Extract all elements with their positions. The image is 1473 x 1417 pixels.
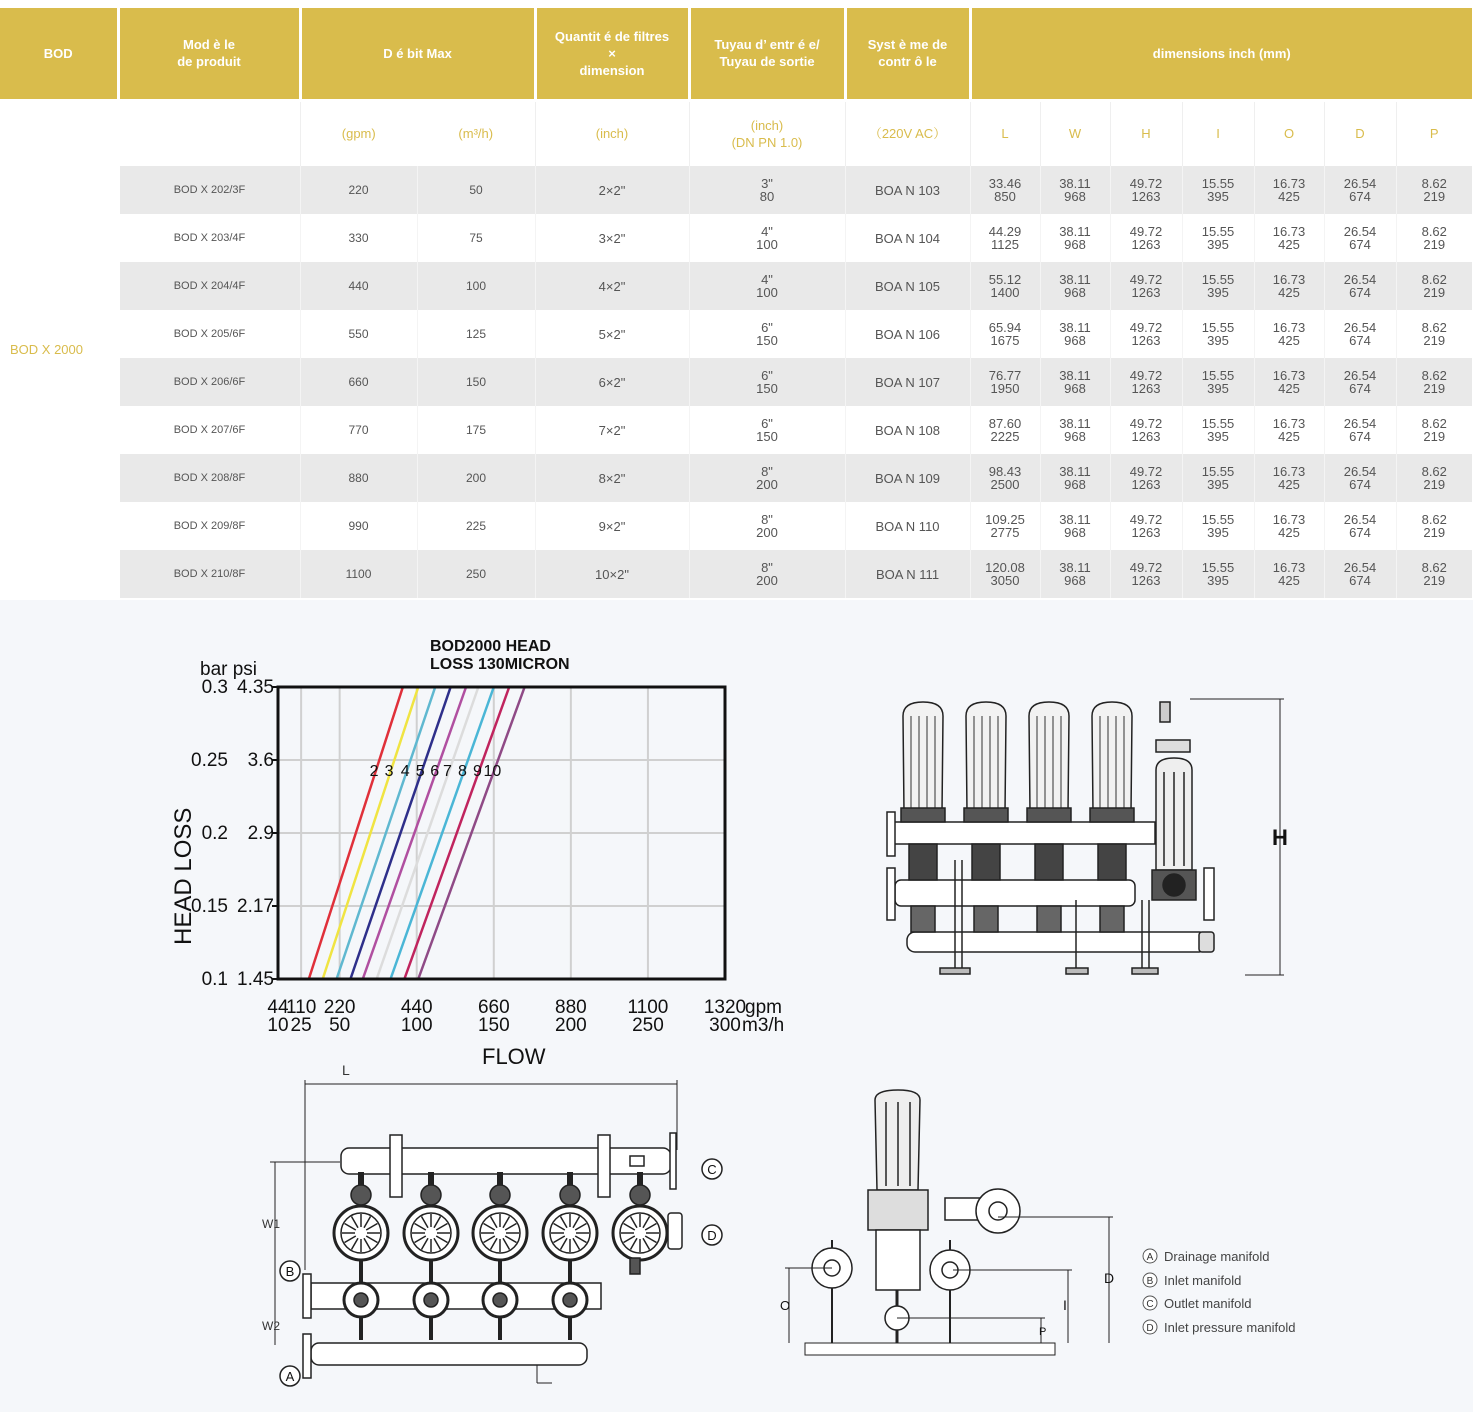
cell-I: 15.55 395 bbox=[1182, 550, 1254, 598]
valve-core bbox=[424, 1293, 438, 1307]
cell-P: 8.62 219 bbox=[1396, 502, 1472, 550]
table-row bbox=[0, 454, 1472, 502]
filter-discs bbox=[334, 1172, 667, 1340]
cell-L: 120.08 3050 bbox=[970, 550, 1040, 598]
cell-W: 38.11 968 bbox=[1040, 406, 1110, 454]
cell-L: 109.25 2775 bbox=[970, 502, 1040, 550]
cell-D: 26.54 674 bbox=[1324, 166, 1396, 214]
cell-W: 38.11 968 bbox=[1040, 262, 1110, 310]
cell-L: 87.60 2225 bbox=[970, 406, 1040, 454]
cell-W: 38.11 968 bbox=[1040, 214, 1110, 262]
series-label-7: 7 bbox=[443, 763, 452, 780]
foot-plate bbox=[1066, 968, 1088, 974]
cell-gpm: 440 bbox=[300, 262, 417, 310]
cell-O: 16.73 425 bbox=[1254, 454, 1324, 502]
y-tick-bar: 0.2 bbox=[201, 823, 228, 844]
cell-D: 26.54 674 bbox=[1324, 550, 1396, 598]
cell-control: BOA N 108 bbox=[845, 406, 970, 454]
cell-gpm: 330 bbox=[300, 214, 417, 262]
x-axis-label: FLOW bbox=[482, 1044, 546, 1069]
cell-H: 49.72 1263 bbox=[1110, 550, 1182, 598]
header-pipe: Tuyau d’ entr é e/ Tuyau de sortie bbox=[689, 8, 845, 100]
table-row bbox=[0, 550, 1472, 598]
filter-housing bbox=[1092, 702, 1132, 812]
filter-housing bbox=[903, 702, 943, 812]
filter-disc bbox=[473, 1172, 527, 1340]
cell-W: 38.11 968 bbox=[1040, 310, 1110, 358]
legend-item-d bbox=[1143, 1320, 1296, 1335]
cell-model: BOD X 210/8F bbox=[118, 550, 300, 598]
chart-ticks bbox=[191, 677, 746, 1036]
legend-label: Drainage manifold bbox=[1164, 1249, 1270, 1264]
y-axis-label: HEAD LOSS bbox=[170, 807, 197, 945]
cell-D: 26.54 674 bbox=[1324, 262, 1396, 310]
x-tick-m3h: 50 bbox=[329, 1015, 351, 1036]
x-tick-m3h: 250 bbox=[632, 1015, 664, 1036]
dim-w1-label: W1 bbox=[262, 1217, 280, 1231]
header-filter-qty: Quantit é de filtres × dimension bbox=[535, 8, 689, 100]
cell-I: 15.55 395 bbox=[1182, 166, 1254, 214]
dim-i-label: I bbox=[1063, 1297, 1067, 1313]
series-label-8: 8 bbox=[457, 763, 467, 780]
cell-I: 15.55 395 bbox=[1182, 262, 1254, 310]
cell-control: BOA N 104 bbox=[845, 214, 970, 262]
cell-control: BOA N 109 bbox=[845, 454, 970, 502]
dim-w2-label: W2 bbox=[262, 1319, 280, 1333]
y-tick-psi: 2.17 bbox=[237, 896, 274, 917]
cell-pipe: 6" 150 bbox=[689, 406, 845, 454]
unit-D: D bbox=[1324, 100, 1396, 166]
x-tick-gpm: 660 bbox=[477, 997, 510, 1018]
y-tick-psi: 4.35 bbox=[237, 677, 274, 698]
unit-W: W bbox=[1040, 100, 1110, 166]
marker-c-label: C bbox=[707, 1162, 717, 1177]
legend-key: C bbox=[1146, 1299, 1154, 1310]
cell-control: BOA N 107 bbox=[845, 358, 970, 406]
unit-m3h: (m³/h) bbox=[417, 100, 535, 166]
cell-gpm: 770 bbox=[300, 406, 417, 454]
cell-gpm: 220 bbox=[300, 166, 417, 214]
foot-plate bbox=[940, 968, 970, 974]
x-tick-gpm: 1100 bbox=[627, 997, 669, 1018]
cell-gpm: 880 bbox=[300, 454, 417, 502]
end-cap bbox=[1199, 932, 1214, 952]
series-label-4: 4 bbox=[400, 763, 410, 780]
x-tick-gpm: 1320 bbox=[703, 997, 747, 1018]
cell-W: 38.11 968 bbox=[1040, 358, 1110, 406]
table-row bbox=[0, 166, 1472, 214]
cell-qty: 6×2" bbox=[535, 358, 689, 406]
drain-valve bbox=[1037, 906, 1061, 932]
specification-table bbox=[0, 8, 1472, 598]
header-bod: BOD bbox=[0, 8, 118, 100]
label-plate bbox=[630, 1156, 644, 1166]
unit-H: H bbox=[1110, 100, 1182, 166]
cell-P: 8.62 219 bbox=[1396, 406, 1472, 454]
unit-P: P bbox=[1396, 100, 1472, 166]
cell-D: 26.54 674 bbox=[1324, 310, 1396, 358]
legend bbox=[1143, 1249, 1296, 1335]
cell-model: BOD X 206/6F bbox=[118, 358, 300, 406]
marker-b-label: B bbox=[285, 1264, 295, 1279]
filter-disc bbox=[613, 1172, 667, 1260]
cell-D: 26.54 674 bbox=[1324, 454, 1396, 502]
valve-assembly bbox=[876, 1230, 920, 1290]
cell-I: 15.55 395 bbox=[1182, 214, 1254, 262]
cell-W: 38.11 968 bbox=[1040, 550, 1110, 598]
cell-qty: 3×2" bbox=[535, 214, 689, 262]
filter-station-top-view bbox=[262, 1062, 722, 1386]
cell-L: 44.29 1125 bbox=[970, 214, 1040, 262]
cell-pipe: 6" 150 bbox=[689, 358, 845, 406]
header-control: Syst è me de contr ô le bbox=[845, 8, 970, 100]
valve-core bbox=[493, 1293, 507, 1307]
housing-clamp bbox=[1027, 808, 1071, 822]
foot-plate bbox=[1132, 968, 1158, 974]
cell-model: BOD X 203/4F bbox=[118, 214, 300, 262]
valve-head bbox=[630, 1185, 650, 1205]
drainage-manifold bbox=[907, 932, 1207, 952]
legend-label: Inlet pressure manifold bbox=[1164, 1320, 1296, 1335]
cell-O: 16.73 425 bbox=[1254, 214, 1324, 262]
cell-m3h: 150 bbox=[417, 358, 535, 406]
dim-h-label: H bbox=[1272, 825, 1288, 850]
cell-W: 38.11 968 bbox=[1040, 166, 1110, 214]
cell-m3h: 175 bbox=[417, 406, 535, 454]
filter-disc bbox=[543, 1172, 597, 1340]
x-units-gpm: gpm bbox=[745, 997, 782, 1018]
x-units-m3h: m3/h bbox=[742, 1015, 785, 1036]
control-valve bbox=[1160, 702, 1170, 722]
cell-O: 16.73 425 bbox=[1254, 502, 1324, 550]
cell-m3h: 250 bbox=[417, 550, 535, 598]
cell-I: 15.55 395 bbox=[1182, 310, 1254, 358]
cell-D: 26.54 674 bbox=[1324, 358, 1396, 406]
x-tick-m3h: 100 bbox=[400, 1015, 433, 1036]
inlet-manifold bbox=[895, 880, 1135, 906]
series-label-5: 5 bbox=[415, 763, 425, 780]
series-label-6: 6 bbox=[430, 763, 440, 780]
cell-P: 8.62 219 bbox=[1396, 166, 1472, 214]
cell-P: 8.62 219 bbox=[1396, 358, 1472, 406]
legend-item-a bbox=[1143, 1249, 1270, 1264]
cell-H: 49.72 1263 bbox=[1110, 310, 1182, 358]
series-label-2: 2 bbox=[369, 763, 379, 780]
cell-gpm: 550 bbox=[300, 310, 417, 358]
table-row bbox=[0, 310, 1472, 358]
y-tick-bar: 0.1 bbox=[201, 969, 228, 990]
cell-model: BOD X 205/6F bbox=[118, 310, 300, 358]
cell-pipe: 4" 100 bbox=[689, 214, 845, 262]
cell-qty: 8×2" bbox=[535, 454, 689, 502]
x-tick-m3h: 10 bbox=[267, 1015, 289, 1036]
cell-O: 16.73 425 bbox=[1254, 166, 1324, 214]
cell-pipe: 8" 200 bbox=[689, 502, 845, 550]
cell-H: 49.72 1263 bbox=[1110, 262, 1182, 310]
x-tick-m3h: 150 bbox=[477, 1015, 510, 1036]
housing-clamp bbox=[1090, 808, 1134, 822]
legend-key: A bbox=[1146, 1252, 1154, 1263]
filter-housing bbox=[1029, 702, 1069, 812]
filter-station-front-view bbox=[780, 1090, 1114, 1355]
legend-key: D bbox=[1146, 1323, 1154, 1334]
cell-model: BOD X 204/4F bbox=[118, 262, 300, 310]
table-row bbox=[0, 214, 1472, 262]
cell-control: BOA N 105 bbox=[845, 262, 970, 310]
dim-d-label: D bbox=[1104, 1270, 1115, 1286]
cell-I: 15.55 395 bbox=[1182, 406, 1254, 454]
drain-valve bbox=[974, 906, 998, 932]
cell-pipe: 8" 200 bbox=[689, 454, 845, 502]
legend-label: Outlet manifold bbox=[1164, 1296, 1252, 1311]
unit-pipe: (inch) (DN PN 1.0) bbox=[689, 100, 845, 166]
cell-m3h: 200 bbox=[417, 454, 535, 502]
drawings-canvas bbox=[0, 600, 1473, 1412]
cell-P: 8.62 219 bbox=[1396, 214, 1472, 262]
cell-H: 49.72 1263 bbox=[1110, 406, 1182, 454]
x-tick-m3h: 25 bbox=[290, 1015, 312, 1036]
cell-model: BOD X 209/8F bbox=[118, 502, 300, 550]
drainage-manifold bbox=[311, 1343, 587, 1365]
cell-pipe: 3" 80 bbox=[689, 166, 845, 214]
unit-qty: (inch) bbox=[535, 100, 689, 166]
cell-control: BOA N 110 bbox=[845, 502, 970, 550]
unit-L: L bbox=[970, 100, 1040, 166]
x-tick-gpm: 880 bbox=[555, 997, 587, 1018]
valve-head bbox=[560, 1185, 580, 1205]
cell-model: BOD X 207/6F bbox=[118, 406, 300, 454]
cell-H: 49.72 1263 bbox=[1110, 166, 1182, 214]
y-units-label: bar psi bbox=[200, 659, 258, 680]
x-tick-gpm: 220 bbox=[323, 997, 356, 1018]
cell-P: 8.62 219 bbox=[1396, 454, 1472, 502]
cell-L: 65.94 1675 bbox=[970, 310, 1040, 358]
chart-grid bbox=[278, 687, 725, 979]
legend-label: Inlet manifold bbox=[1164, 1273, 1242, 1288]
cell-W: 38.11 968 bbox=[1040, 502, 1110, 550]
cell-gpm: 1100 bbox=[300, 550, 417, 598]
cell-D: 26.54 674 bbox=[1324, 214, 1396, 262]
valve-body bbox=[1035, 844, 1063, 880]
housing-clamp bbox=[964, 808, 1008, 822]
cell-P: 8.62 219 bbox=[1396, 262, 1472, 310]
cell-P: 8.62 219 bbox=[1396, 310, 1472, 358]
cell-pipe: 4" 100 bbox=[689, 262, 845, 310]
valve-head bbox=[490, 1185, 510, 1205]
cell-H: 49.72 1263 bbox=[1110, 454, 1182, 502]
cell-H: 49.72 1263 bbox=[1110, 214, 1182, 262]
cell-I: 15.55 395 bbox=[1182, 358, 1254, 406]
chart-title-line2: LOSS 130MICRON bbox=[430, 656, 570, 673]
cell-I: 15.55 395 bbox=[1182, 502, 1254, 550]
dim-o-label: O bbox=[780, 1298, 791, 1313]
ground-base bbox=[805, 1343, 1055, 1355]
marker-d-label: D bbox=[707, 1228, 717, 1243]
cell-O: 16.73 425 bbox=[1254, 358, 1324, 406]
drawings-section bbox=[0, 600, 1473, 1412]
x-tick-gpm: 440 bbox=[400, 997, 433, 1018]
x-tick-m3h: 300 bbox=[709, 1015, 741, 1036]
manifold-flange bbox=[303, 1334, 311, 1378]
valve-body bbox=[972, 844, 1000, 880]
header-model: Mod è le de produit bbox=[118, 8, 300, 100]
filter-base bbox=[868, 1190, 928, 1230]
y-tick-bar: 0.15 bbox=[191, 896, 228, 917]
cell-m3h: 100 bbox=[417, 262, 535, 310]
series-label-9: 9 bbox=[472, 763, 482, 780]
manifold-flange bbox=[887, 868, 895, 920]
cell-qty: 7×2" bbox=[535, 406, 689, 454]
cell-L: 76.77 1950 bbox=[970, 358, 1040, 406]
head-loss-chart bbox=[170, 638, 784, 1069]
filter-station-side-view bbox=[887, 699, 1288, 975]
cell-qty: 4×2" bbox=[535, 262, 689, 310]
manifold-flange bbox=[670, 1133, 676, 1189]
filter-disc bbox=[334, 1172, 388, 1340]
cell-gpm: 660 bbox=[300, 358, 417, 406]
series-label: BOD X 2000 bbox=[0, 100, 118, 598]
table-row bbox=[0, 406, 1472, 454]
cell-L: 55.12 1400 bbox=[970, 262, 1040, 310]
cell-control: BOA N 106 bbox=[845, 310, 970, 358]
valve-head bbox=[351, 1185, 371, 1205]
cell-D: 26.54 674 bbox=[1324, 502, 1396, 550]
header-flow: D é bit Max bbox=[300, 8, 535, 100]
x-tick-gpm: 44 bbox=[267, 997, 289, 1018]
valve-body bbox=[1163, 874, 1185, 896]
drain-valve bbox=[1100, 906, 1124, 932]
cell-model: BOD X 202/3F bbox=[118, 166, 300, 214]
y-tick-psi: 2.9 bbox=[247, 823, 274, 844]
x-tick-gpm: 110 bbox=[285, 997, 317, 1018]
y-tick-psi: 1.45 bbox=[237, 969, 274, 990]
filter-housing bbox=[966, 702, 1006, 812]
control-box bbox=[668, 1213, 682, 1249]
cell-qty: 5×2" bbox=[535, 310, 689, 358]
legend-item-b bbox=[1143, 1273, 1241, 1288]
cell-L: 33.46 850 bbox=[970, 166, 1040, 214]
cell-m3h: 50 bbox=[417, 166, 535, 214]
legend-key: B bbox=[1146, 1276, 1154, 1287]
cell-control: BOA N 103 bbox=[845, 166, 970, 214]
header-dimensions: dimensions inch (mm) bbox=[970, 8, 1472, 100]
valve-core bbox=[563, 1293, 577, 1307]
cell-O: 16.73 425 bbox=[1254, 406, 1324, 454]
dim-l-label: L bbox=[342, 1062, 350, 1078]
x-tick-m3h: 200 bbox=[555, 1015, 587, 1036]
housing-clamp bbox=[901, 808, 945, 822]
cell-qty: 9×2" bbox=[535, 502, 689, 550]
table-row bbox=[0, 502, 1472, 550]
cell-pipe: 6" 150 bbox=[689, 310, 845, 358]
marker-a-label: A bbox=[285, 1369, 295, 1384]
cell-m3h: 125 bbox=[417, 310, 535, 358]
cell-W: 38.11 968 bbox=[1040, 454, 1110, 502]
valve-core bbox=[354, 1293, 368, 1307]
cell-I: 15.55 395 bbox=[1182, 454, 1254, 502]
cell-pipe: 8" 200 bbox=[689, 550, 845, 598]
y-tick-psi: 3.6 bbox=[247, 750, 274, 771]
bracket bbox=[390, 1135, 402, 1197]
cell-model: BOD X 208/8F bbox=[118, 454, 300, 502]
control-valve bbox=[630, 1258, 640, 1274]
cell-qty: 2×2" bbox=[535, 166, 689, 214]
cell-O: 16.73 425 bbox=[1254, 262, 1324, 310]
unit-I: I bbox=[1182, 100, 1254, 166]
filter-disc bbox=[404, 1172, 458, 1340]
unit-control: （220V AC） bbox=[845, 100, 970, 166]
y-tick-bar: 0.25 bbox=[191, 750, 228, 771]
series-label-10: 10 bbox=[483, 763, 502, 780]
cell-gpm: 990 bbox=[300, 502, 417, 550]
cell-O: 16.73 425 bbox=[1254, 550, 1324, 598]
cell-H: 49.72 1263 bbox=[1110, 358, 1182, 406]
cell-O: 16.73 425 bbox=[1254, 310, 1324, 358]
cell-L: 98.43 2500 bbox=[970, 454, 1040, 502]
bracket bbox=[598, 1135, 610, 1197]
drain-valve bbox=[911, 906, 935, 932]
manifold-flange bbox=[1204, 868, 1214, 920]
manifold-flange bbox=[303, 1274, 311, 1318]
cell-m3h: 225 bbox=[417, 502, 535, 550]
unit-O: O bbox=[1254, 100, 1324, 166]
legend-item-c bbox=[1143, 1296, 1251, 1311]
cell-qty: 10×2" bbox=[535, 550, 689, 598]
outlet-manifold bbox=[893, 822, 1155, 844]
cell-control: BOA N 111 bbox=[845, 550, 970, 598]
cell-P: 8.62 219 bbox=[1396, 550, 1472, 598]
valve-head bbox=[421, 1185, 441, 1205]
unit-gpm: (gpm) bbox=[300, 100, 417, 166]
unit-blank bbox=[118, 100, 300, 166]
chart-title-line1: BOD2000 HEAD bbox=[430, 638, 551, 655]
table-row bbox=[0, 262, 1472, 310]
valve-body bbox=[909, 844, 937, 880]
cell-H: 49.72 1263 bbox=[1110, 502, 1182, 550]
series-label-3: 3 bbox=[384, 763, 394, 780]
manifold-flange bbox=[887, 812, 895, 856]
dim-p-label: P bbox=[1039, 1326, 1047, 1338]
cell-m3h: 75 bbox=[417, 214, 535, 262]
table-row bbox=[0, 358, 1472, 406]
y-tick-bar: 0.3 bbox=[201, 677, 228, 698]
cell-D: 26.54 674 bbox=[1324, 406, 1396, 454]
valve-body bbox=[1098, 844, 1126, 880]
control-head bbox=[1156, 740, 1190, 752]
